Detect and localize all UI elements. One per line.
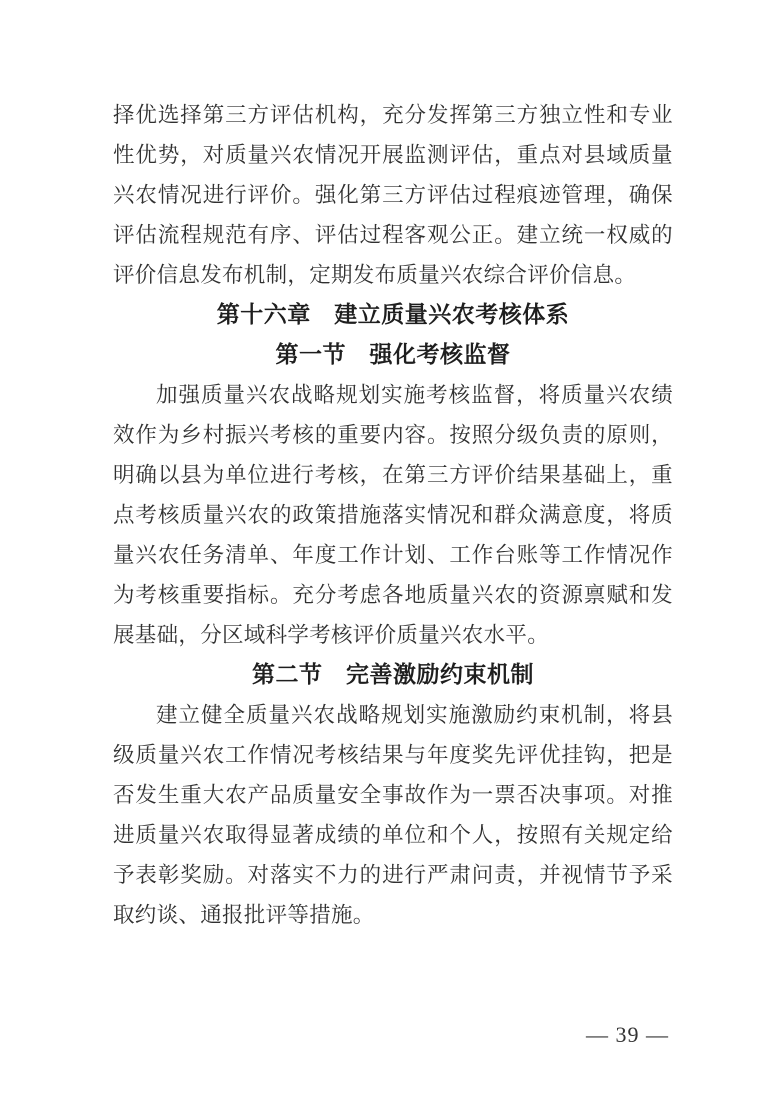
- section-2-paragraph: 建立健全质量兴农战略规划实施激励约束机制，将县级质量兴农工作情况考核结果与年度奖先评优挂钩，把是否发生重大农产品质量安全事故作为一票否决事项。对推进质量兴农取得显著成绩的单位和个人，按照有关规定给予表彰奖励。对落实不力的进行严肃问责，并视情节予采取约谈、通报批评等措施。: [113, 703, 673, 927]
- continuation-paragraph: 择优选择第三方评估机构，充分发挥第三方独立性和专业性优势，对质量兴农情况开展监测评估，重点对县域质量兴农情况进行评价。强化第三方评估过程痕迹管理，确保评估流程规范有序、评估过程客观公正。建立统一权威的评价信息发布机制，定期发布质量兴农综合评价信息。: [113, 103, 673, 287]
- chapter-heading: 第十六章 建立质量兴农考核体系: [216, 302, 570, 327]
- section-1-paragraph: 加强质量兴农战略规划实施考核监督，将质量兴农绩效作为乡村振兴考核的重要内容。按照分级负责的原则，明确以县为单位进行考核，在第三方评价结果基础上，重点考核质量兴农的政策措施落实情况和群众满意度，将质量兴农任务清单、年度工作计划、工作台账等工作情况作为考核重要指标。充分考虑各地质量兴农的资源禀赋和发展基础，分区域科学考核评价质量兴农水平。: [113, 383, 673, 647]
- section-heading-1: 第一节 强化考核监督: [275, 342, 511, 367]
- page-number: — 39 —: [586, 1022, 669, 1047]
- section-heading-2: 第二节 完善激励约束机制: [252, 662, 534, 687]
- page-content: [113, 95, 673, 935]
